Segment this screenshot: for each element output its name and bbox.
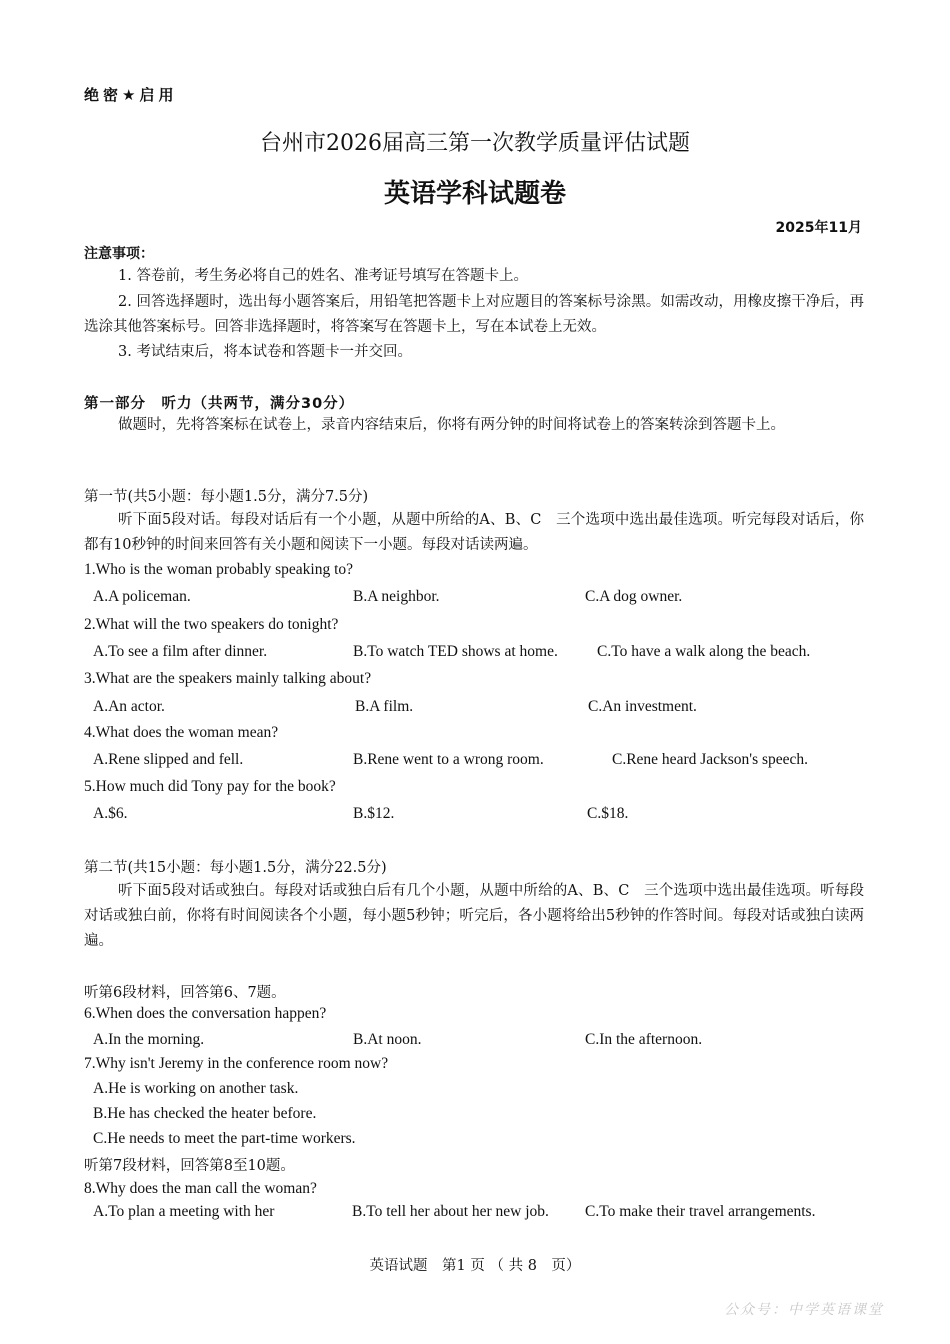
secret-label: 绝密★启用 (84, 86, 178, 104)
q6-option-a: A.In the morning. (93, 1031, 205, 1048)
part1-heading: 第一部分 听力（共两节，满分30分） (84, 396, 355, 412)
q5-option-a: A.$6. (93, 805, 128, 822)
watermark: 公众号：中学英语课堂 (724, 1302, 884, 1318)
q4-option-b: B.Rene went to a wrong room. (353, 751, 544, 768)
q4-option-c: C.Rene heard Jackson's speech. (612, 751, 809, 768)
q1-option-a: A.A policeman. (93, 588, 191, 605)
q4-option-a: A.Rene slipped and fell. (93, 751, 244, 768)
question-5: 5.How much did Tony pay for the book? (84, 778, 336, 795)
q1-option-c: C.A dog owner. (585, 588, 683, 605)
page-footer: 英语试题 第1 页 （ 共 8 页） (369, 1258, 581, 1274)
exam-date: 2025年11月 (775, 220, 862, 236)
section2-instruction: 听下面5段对话或独白。每段对话或独白后有几个小题，从题中所给的A、B、C 三个选项中选出最佳选项。听每段对话或独白前，你将有时间阅读各个小题，每小题5秒钟；听完后，各小题将给出5秒钟的作答时间。每段对话或独白读两遍。 (84, 883, 864, 949)
notice-item-1: 1. 答卷前，考生务必将自己的姓名、准考证号填写在答题卡上。 (118, 268, 528, 284)
q7-option-c: C.He needs to meet the part-time workers. (93, 1130, 356, 1147)
q8-option-c: C.To make their travel arrangements. (585, 1203, 816, 1220)
q8-option-b: B.To tell her about her new job. (352, 1203, 549, 1220)
question-2: 2.What will the two speakers do tonight? (84, 616, 339, 633)
notice-item-3: 3. 考试结束后，将本试卷和答题卡一并交回。 (118, 344, 412, 360)
exam-title: 台州市2026届高三第一次教学质量评估试题 (260, 131, 690, 156)
q2-option-b: B.To watch TED shows at home. (353, 643, 558, 660)
question-7: 7.Why isn't Jeremy in the conference room now? (84, 1055, 389, 1072)
section1-heading: 第一节(共5小题：每小题1.5分，满分7.5分) (84, 489, 369, 505)
section1-instruction: 听下面5段对话。每段对话后有一个小题，从题中所给的A、B、C 三个选项中选出最佳选项。听完每段对话后，你都有10秒钟的时间来回答有关小题和阅读下一小题。每段对话读两遍。 (84, 512, 864, 553)
q8-option-a: A.To plan a meeting with her (93, 1203, 275, 1220)
question-4: 4.What does the woman mean? (84, 724, 279, 741)
q1-option-b: B.A neighbor. (353, 588, 440, 605)
q6-option-c: C.In the afternoon. (585, 1031, 703, 1048)
material-7-label: 听第7段材料，回答第8至10题。 (84, 1158, 295, 1174)
exam-subtitle: 英语学科试题卷 (383, 179, 566, 209)
q6-option-b: B.At noon. (353, 1031, 422, 1048)
q3-option-c: C.An investment. (588, 698, 697, 715)
q5-option-c: C.$18. (587, 805, 629, 822)
q3-option-a: A.An actor. (93, 698, 165, 715)
question-8: 8.Why does the man call the woman? (84, 1180, 317, 1197)
q7-option-a: A.He is working on another task. (93, 1080, 299, 1097)
question-3: 3.What are the speakers mainly talking about? (84, 670, 372, 687)
q2-option-a: A.To see a film after dinner. (93, 643, 268, 660)
notice-heading: 注意事项： (84, 246, 154, 262)
q2-option-c: C.To have a walk along the beach. (597, 643, 811, 660)
question-1: 1.Who is the woman probably speaking to? (84, 561, 354, 578)
notice-item-2: 2. 回答选择题时，选出每小题答案后，用铅笔把答题卡上对应题目的答案标号涂黑。如需改动，用橡皮擦干净后，再选涂其他答案标号。回答非选择题时，将答案写在答题卡上，写在本试卷上无效。 (84, 294, 864, 335)
material-6-label: 听第6段材料，回答第6、7题。 (84, 985, 286, 1001)
q5-option-b: B.$12. (353, 805, 395, 822)
q3-option-b: B.A film. (355, 698, 414, 715)
question-6: 6.When does the conversation happen? (84, 1005, 327, 1022)
q7-option-b: B.He has checked the heater before. (93, 1105, 317, 1122)
part1-instruction: 做题时，先将答案标在试卷上，录音内容结束后，你将有两分钟的时间将试卷上的答案转涂到答题卡上。 (118, 417, 785, 433)
section2-heading: 第二节(共15小题：每小题1.5分，满分22.5分) (84, 860, 387, 876)
